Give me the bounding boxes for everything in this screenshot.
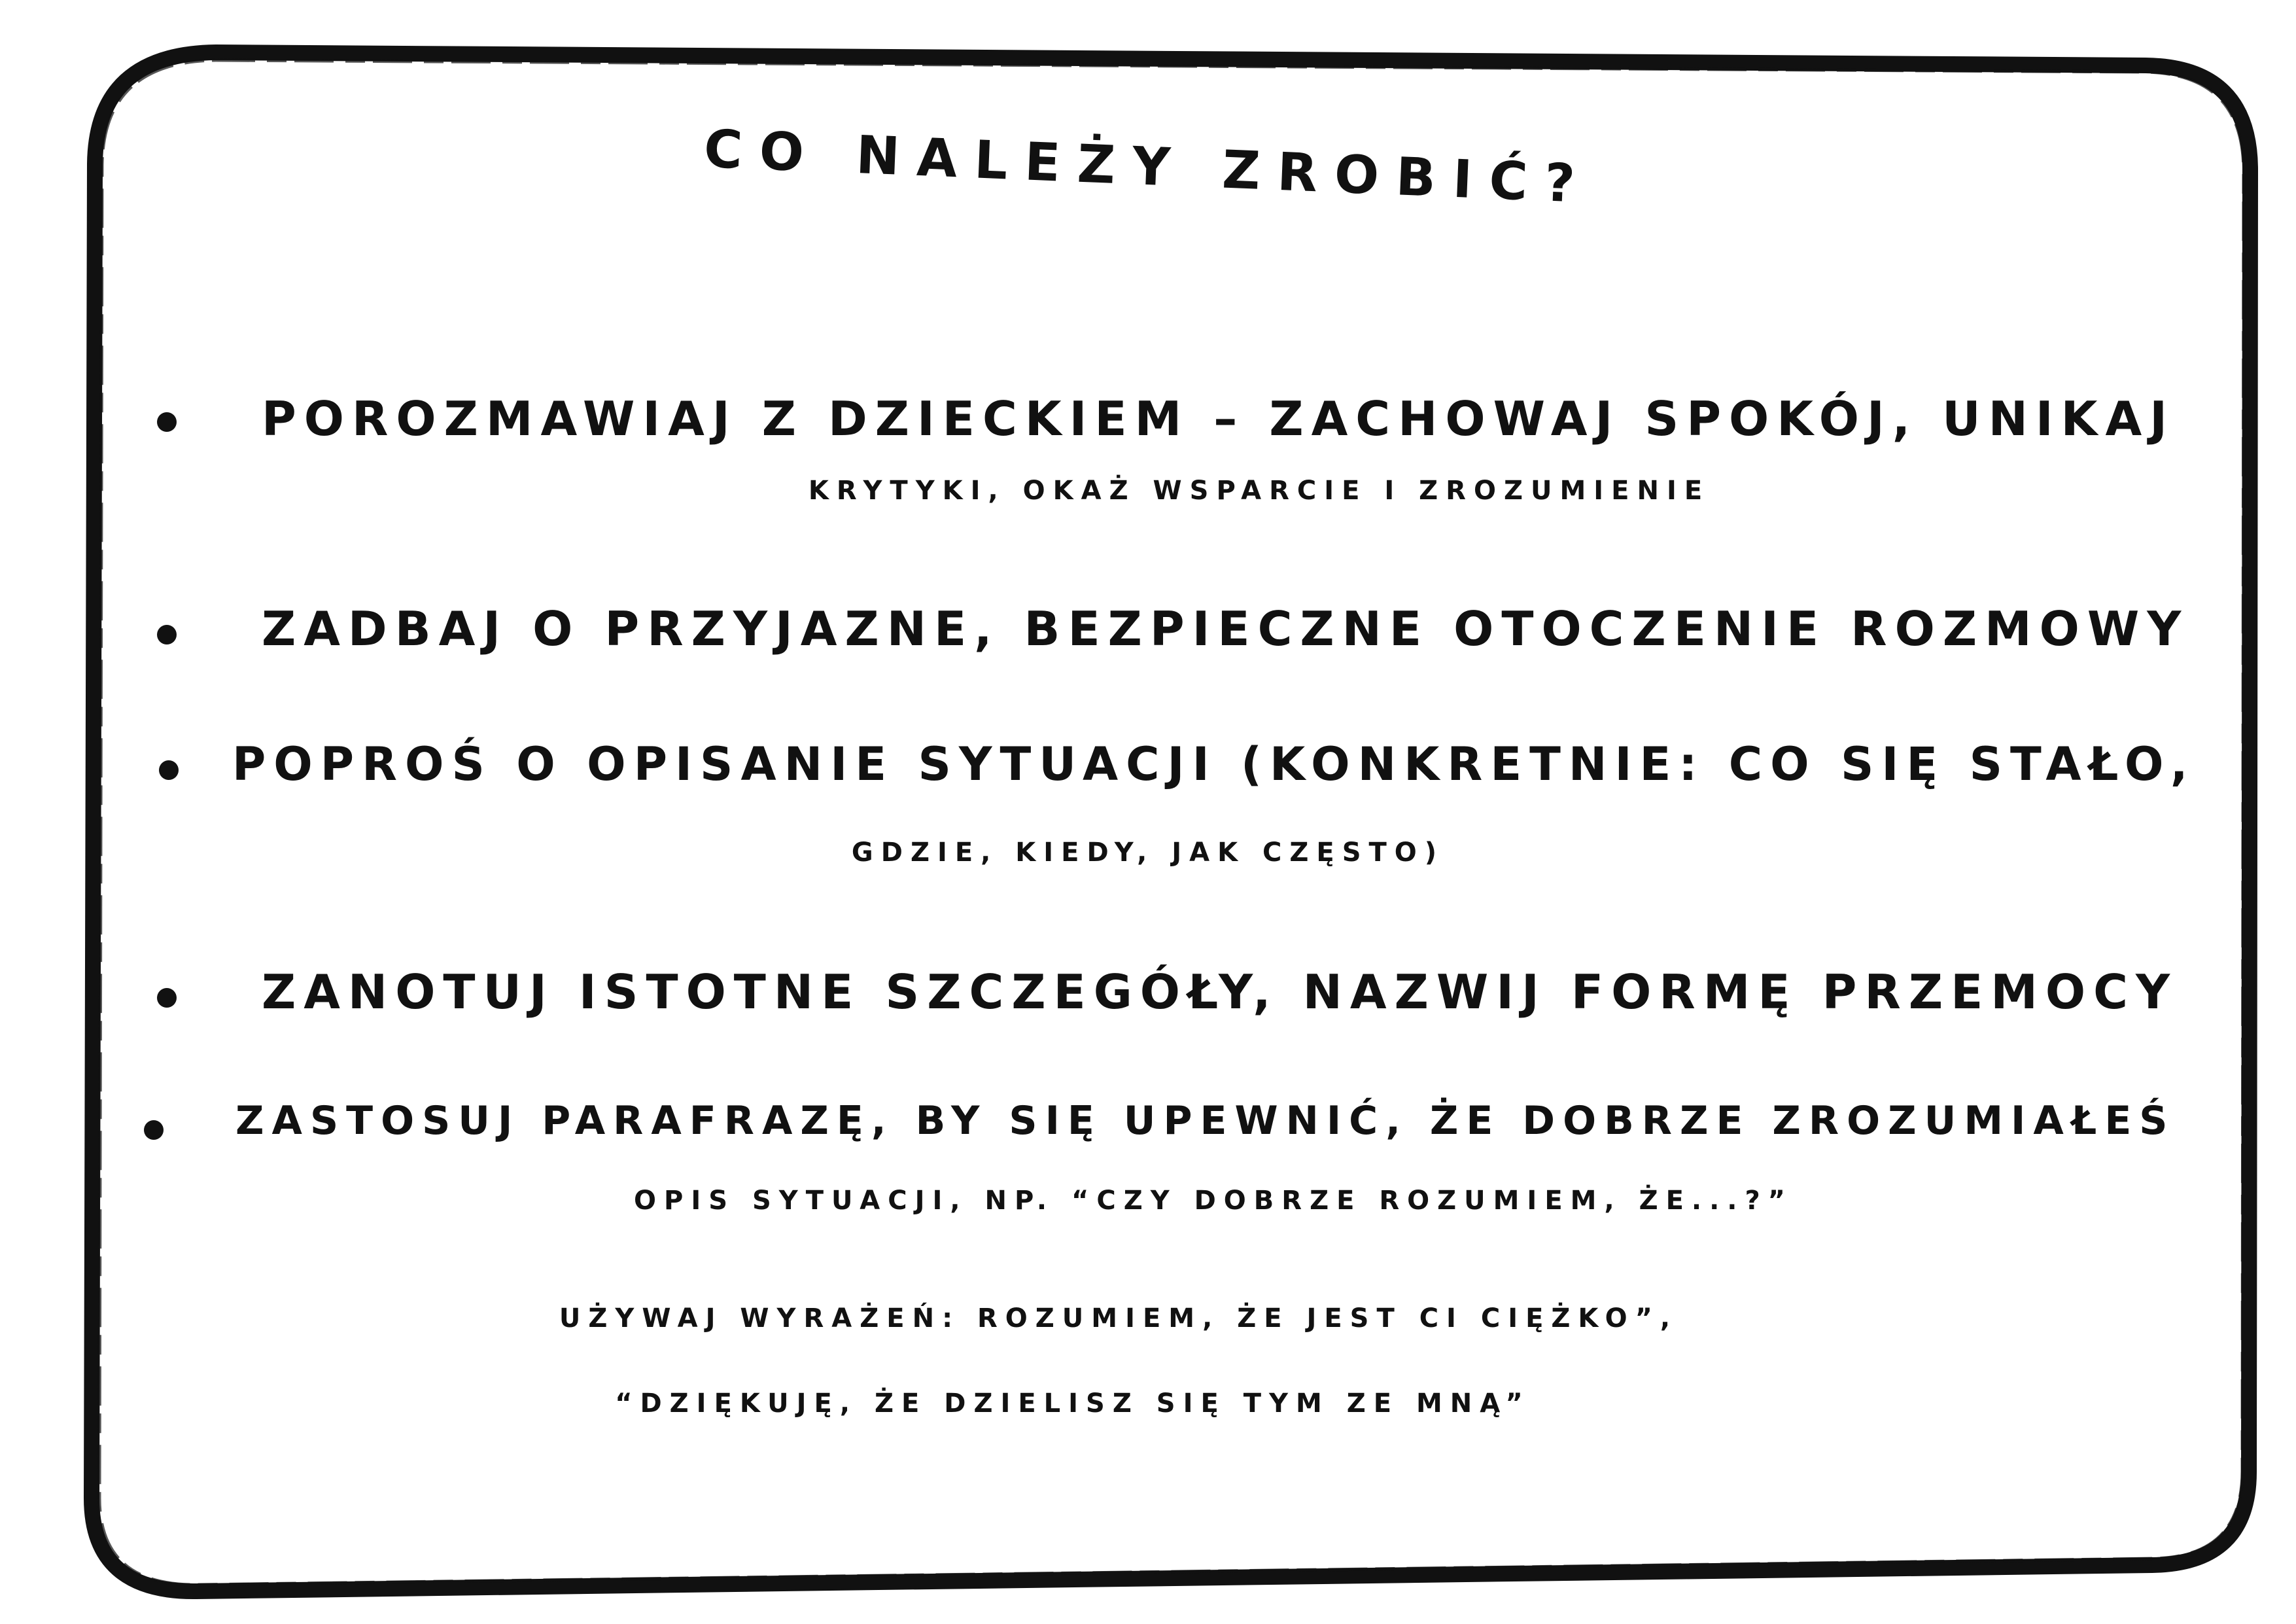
list-item-5-line-1: ZASTOSUJ PARAFRAZĘ, BY SIĘ UPEWNIĆ, ŻE DOBRZE ZROZUMIAŁEŚ	[235, 1098, 2176, 1144]
page-title: CO NALEŻY ZROBIĆ?	[703, 118, 1593, 215]
closing-line-1: UŻYWAJ WYRAŻEŃ: ROZUMIEM, ŻE JEST CI CIĘŻKO”,	[559, 1303, 1679, 1333]
bullet-dot	[144, 1120, 164, 1140]
bullet-dot	[157, 412, 177, 432]
list-item-4-line-1: ZANOTUJ ISTOTNE SZCZEGÓŁY, NAZWIJ FORMĘ PRZEMOCY	[262, 964, 2178, 1019]
closing-line-2: “DZIĘKUJĘ, ŻE DZIELISZ SIĘ TYM ZE MNĄ”	[615, 1388, 1531, 1419]
bullet-dot	[159, 760, 179, 780]
list-item-1-line-1: POROZMAWIAJ Z DZIECKIEM – ZACHOWAJ SPOKÓJ, UNIKAJ	[262, 391, 2175, 446]
bullet-dot	[157, 988, 177, 1008]
list-item-5-line-2: OPIS SYTUACJI, NP. “CZY DOBRZE ROZUMIEM, ŻE...?”	[634, 1186, 1793, 1216]
list-item-3-line-2: GDZIE, KIEDY, JAK CZĘSTO)	[851, 838, 1445, 868]
list-item-2-line-1: ZADBAJ O PRZYJAZNE, BEZPIECZNE OTOCZENIE ROZMOWY	[262, 601, 2189, 656]
list-item-3-line-1: POPROŚ O OPISANIE SYTUACJI (KONKRETNIE: CO SIĘ STAŁO,	[232, 737, 2196, 791]
bullet-dot	[157, 625, 177, 644]
list-item-1-line-2: KRYTYKI, OKAŻ WSPARCIE I ZROZUMIENIE	[808, 476, 1711, 506]
